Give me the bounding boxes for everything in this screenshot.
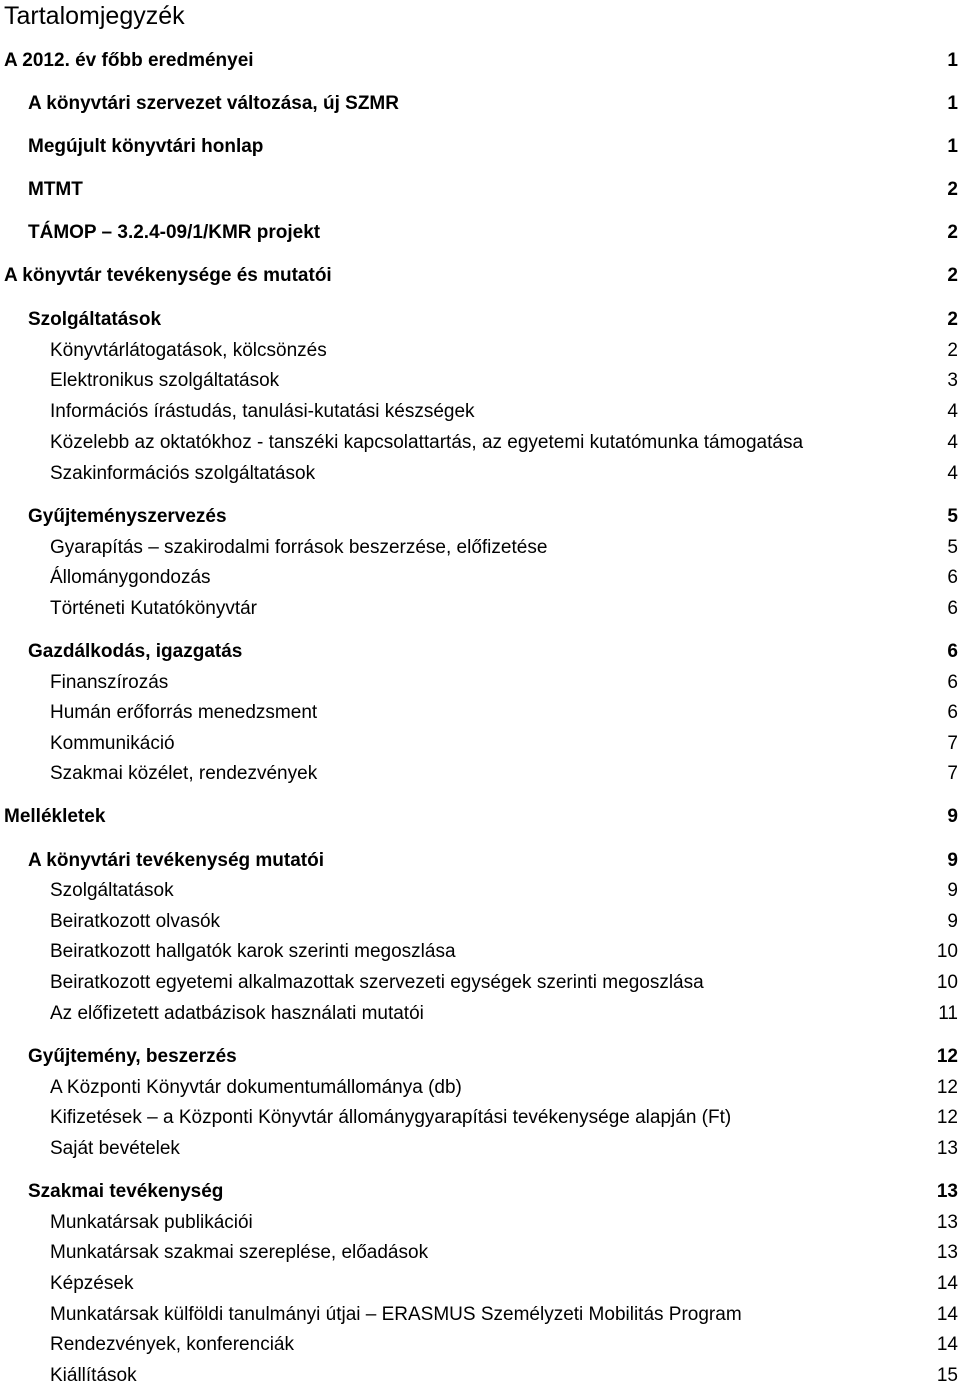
toc-entry-rendezvenyek-konferenciak[interactable]: [50, 1332, 958, 1358]
toc-entry-page-number: 9: [947, 806, 958, 827]
toc-entry-sajat-bevetelek[interactable]: [50, 1136, 958, 1162]
toc-entry-page-number: 3: [947, 370, 958, 391]
toc-entry-title: Gyűjtemény, beszerzés: [28, 1046, 237, 1067]
toc-entry-a-konyvtari-szervezet-valtozasa-uj-szmr[interactable]: [28, 91, 958, 117]
toc-entry-title: Beiratkozott olvasók: [50, 911, 221, 932]
toc-entry-title: Szolgáltatások: [50, 880, 174, 901]
toc-entry-page-number: 4: [947, 401, 958, 422]
toc-entry-page-number: 7: [947, 733, 958, 754]
toc-entry-page-number: 10: [936, 972, 958, 993]
toc-entry-title: Beiratkozott hallgatók karok szerinti megoszlása: [50, 941, 456, 962]
toc-entry-page-number: 1: [947, 136, 958, 157]
toc-entry-a-kozponti-konyvtar-dokumentumallomanya-db[interactable]: [50, 1075, 958, 1101]
toc-entry-page-number: 14: [936, 1304, 958, 1325]
toc-entry-title: A könyvtári tevékenység mutatói: [28, 850, 325, 871]
toc-entry-page-number: 2: [947, 222, 958, 243]
toc-entry-kifizetesek-a-kozponti-konyvtar-allomanygyarapitasi-tevekeny[interactable]: [50, 1105, 958, 1131]
toc-entry-title: Elektronikus szolgáltatások: [50, 370, 280, 391]
toc-entry-gyujtemeny-beszerzes[interactable]: [28, 1044, 958, 1070]
page-title: Tartalomjegyzék: [4, 2, 185, 30]
toc-entry-title: A könyvtári szervezet változása, új SZMR: [28, 93, 399, 114]
toc-entry-a-konyvtari-tevekenyseg-mutatoi[interactable]: [28, 848, 958, 874]
toc-entry-page-number: 14: [936, 1334, 958, 1355]
toc-entry-title: Humán erőforrás menedzsment: [50, 702, 318, 723]
toc-entry-szakmai-tevekenyseg[interactable]: [28, 1179, 958, 1205]
toc-entry-title: Az előfizetett adatbázisok használati mutatói: [50, 1003, 424, 1024]
toc-entry-kozelebb-az-oktatokhoz-tanszeki-kapcsolattartas-az-egyetemi-[interactable]: [50, 430, 958, 456]
toc-entry-megujult-konyvtari-honlap[interactable]: [28, 134, 958, 160]
toc-entry-page-number: 10: [936, 941, 958, 962]
toc-entry-title: Könyvtárlátogatások, kölcsönzés: [50, 340, 327, 361]
toc-entry-page-number: 6: [947, 567, 958, 588]
toc-entry-title: Saját bevételek: [50, 1138, 180, 1159]
toc-entry-szakinformacios-szolgaltatasok[interactable]: [50, 461, 958, 487]
toc-entry-title: MTMT: [28, 179, 83, 200]
toc-entry-page-number: 14: [936, 1273, 958, 1294]
toc-entry-page-number: 15: [936, 1365, 958, 1386]
toc-entry-page-number: 4: [947, 432, 958, 453]
toc-entry-page-number: 2: [947, 265, 958, 286]
toc-entry-a-2012-ev-fobb-eredmenyei[interactable]: [4, 48, 958, 74]
toc-entry-kepzesek[interactable]: [50, 1271, 958, 1297]
toc-entry-title: Kiállítások: [50, 1365, 137, 1386]
toc-entry-page-number: 4: [947, 463, 958, 484]
toc-entry-page-number: 12: [936, 1046, 958, 1067]
toc-entry-informacios-irastudas-tanulasi-kutatasi-keszsegek[interactable]: [50, 399, 958, 425]
toc-entry-szolgaltatasok[interactable]: [28, 307, 958, 333]
toc-entry-page-number: 13: [936, 1242, 958, 1263]
toc-entry-konyvtarlatogatasok-kolcsonzes[interactable]: [50, 338, 958, 364]
toc-entry-title: Szolgáltatások: [28, 309, 162, 330]
toc-entry-beiratkozott-olvasok[interactable]: [50, 909, 958, 935]
toc-entry-title: Kifizetések – a Központi Könyvtár állománygyarapítási tevékenysége alapján (Ft): [50, 1107, 732, 1128]
toc-entry-title: Rendezvények, konferenciák: [50, 1334, 294, 1355]
toc-entry-title: Beiratkozott egyetemi alkalmazottak szervezeti egységek szerinti megoszlása: [50, 972, 704, 993]
toc-entry-title: A könyvtár tevékenysége és mutatói: [4, 265, 332, 286]
toc-entry-title: Szakinformációs szolgáltatások: [50, 463, 316, 484]
toc-entry-page-number: 11: [938, 1003, 958, 1024]
toc-entry-beiratkozott-hallgatok-karok-szerinti-megoszlasa[interactable]: [50, 939, 958, 965]
toc-entry-title: Állománygondozás: [50, 567, 211, 588]
toc-entry-title: Szakmai közélet, rendezvények: [50, 763, 318, 784]
toc-entry-page-number: 13: [936, 1212, 958, 1233]
toc-entry-munkatarsak-publikacioi[interactable]: [50, 1210, 958, 1236]
toc-entry-gazdalkodas-igazgatas[interactable]: [28, 639, 958, 665]
toc-entry-page-number: 9: [947, 850, 958, 871]
toc-entry-gyarapitas-szakirodalmi-forrasok-beszerzese-elofizetese[interactable]: [50, 535, 958, 561]
toc-entry-title: Gazdálkodás, igazgatás: [28, 641, 243, 662]
toc-entry-szolgaltatasok[interactable]: [50, 878, 958, 904]
toc-entry-torteneti-kutatokonyvtar[interactable]: [50, 596, 958, 622]
toc-entry-page-number: 12: [936, 1077, 958, 1098]
toc-entry-page-number: 6: [947, 672, 958, 693]
toc-entry-page-number: 9: [947, 880, 958, 901]
toc-entry-page-number: 9: [947, 911, 958, 932]
toc-entry-title: Munkatársak szakmai szereplése, előadások: [50, 1242, 429, 1263]
toc-entry-title: Munkatársak külföldi tanulmányi útjai – ERASMUS Személyzeti Mobilitás Program: [50, 1304, 742, 1325]
toc-entry-title: TÁMOP – 3.2.4-09/1/KMR projekt: [28, 222, 321, 243]
toc-entry-title: Szakmai tevékenység: [28, 1181, 224, 1202]
toc-entry-mellekletek[interactable]: [4, 804, 958, 830]
toc-entry-title: A 2012. év főbb eredményei: [4, 50, 254, 71]
toc-entry-page-number: 5: [947, 537, 958, 558]
toc-entry-kommunikacio[interactable]: [50, 731, 958, 757]
toc-entry-munkatarsak-kulfoldi-tanulmanyi-utjai-erasmus-szemelyzeti-mo[interactable]: [50, 1302, 958, 1328]
toc-entry-finanszirozas[interactable]: [50, 670, 958, 696]
toc-entry-page-number: 1: [947, 50, 958, 71]
toc-entry-a-konyvtar-tevekenysege-es-mutatoi[interactable]: [4, 263, 958, 289]
toc-entry-elektronikus-szolgaltatasok[interactable]: [50, 368, 958, 394]
toc-entry-title: Gyűjteményszervezés: [28, 506, 227, 527]
toc-entry-title: Munkatársak publikációi: [50, 1212, 253, 1233]
toc-entry-page-number: 7: [947, 763, 958, 784]
toc-entry-title: Gyarapítás – szakirodalmi források beszerzése, előfizetése: [50, 537, 548, 558]
toc-entry-title: Mellékletek: [4, 806, 106, 827]
toc-entry-title: Kommunikáció: [50, 733, 175, 754]
toc-entry-page-number: 5: [947, 506, 958, 527]
toc-entry-szakmai-kozelet-rendezvenyek[interactable]: [50, 761, 958, 787]
toc-entry-page-number: 1: [947, 93, 958, 114]
toc-entry-kiallitasok[interactable]: [50, 1363, 958, 1389]
toc-entry-page-number: 2: [947, 340, 958, 361]
toc-entry-title: Képzések: [50, 1273, 134, 1294]
toc-entry-beiratkozott-egyetemi-alkalmazottak-szervezeti-egysegek-szer[interactable]: [50, 970, 958, 996]
toc-entry-title: Megújult könyvtári honlap: [28, 136, 264, 157]
toc-entry-page-number: 13: [936, 1138, 958, 1159]
toc-entry-gyujtemenyszervezes[interactable]: [28, 504, 958, 530]
toc-entry-page-number: 13: [936, 1181, 958, 1202]
toc-entry-page-number: 12: [936, 1107, 958, 1128]
toc-entry-human-eroforras-menedzsment[interactable]: [50, 700, 958, 726]
toc-entry-mtmt[interactable]: [28, 177, 958, 203]
toc-entry-tamop-3-2-4-09-1-kmr-projekt[interactable]: [28, 220, 958, 246]
toc-entry-page-number: 2: [947, 179, 958, 200]
toc-entry-allomanygondozas[interactable]: [50, 565, 958, 591]
toc-entry-title: Történeti Kutatókönyvtár: [50, 598, 257, 619]
toc-entry-title: Közelebb az oktatókhoz - tanszéki kapcsolattartás, az egyetemi kutatómunka támogatása: [50, 432, 804, 453]
toc-entry-page-number: 6: [947, 702, 958, 723]
toc-entry-page-number: 2: [947, 309, 958, 330]
toc-entry-az-elofizetett-adatbazisok-hasznalati-mutatoi[interactable]: [50, 1001, 958, 1027]
toc-entry-title: Finanszírozás: [50, 672, 169, 693]
toc-entry-title: Információs írástudás, tanulási-kutatási készségek: [50, 401, 475, 422]
toc-entry-title: A Központi Könyvtár dokumentumállománya (db): [50, 1077, 462, 1098]
toc-entry-page-number: 6: [947, 598, 958, 619]
toc-entry-page-number: 6: [947, 641, 958, 662]
toc-entry-munkatarsak-szakmai-szereplese-eloadasok[interactable]: [50, 1240, 958, 1266]
